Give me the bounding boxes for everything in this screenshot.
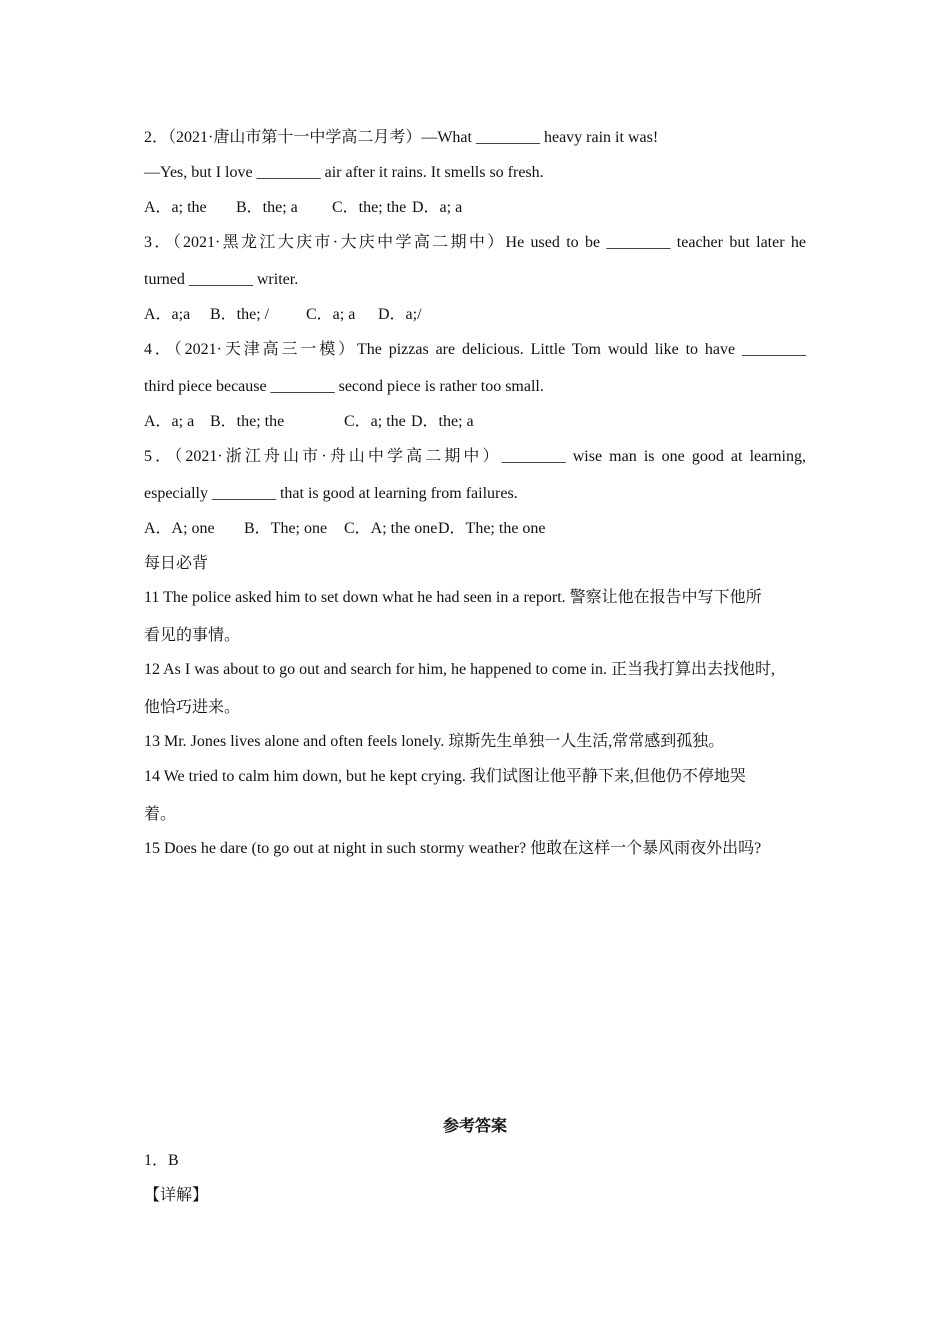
option-a: A．a; a <box>144 413 195 430</box>
question-2-stem-cont: —Yes, but I love ________ air after it rains. It smells so fresh. <box>144 164 544 181</box>
sentence-11: 11 The police asked him to set down what he had seen in a report. 警察让他在报告中写下他所 <box>144 589 762 606</box>
question-4-stem-cont: third piece because ________ second piece is rather too small. <box>144 378 544 395</box>
sentence-12-cont: 他恰巧进来。 <box>144 699 241 716</box>
option-d: D．The; the one <box>438 520 546 537</box>
question-5-stem-cont: especially ________ that is good at learning from failures. <box>144 485 518 502</box>
answer-detail-label: 【详解】 <box>144 1187 209 1204</box>
question-3-options <box>144 305 422 325</box>
option-a: A．a;a <box>144 306 191 323</box>
answer-1: 1．B <box>144 1152 179 1169</box>
answers-heading: 参考答案 <box>442 1118 507 1135</box>
sentence-13: 13 Mr. Jones lives alone and often feels lonely. 琼斯先生单独一人生活,常常感到孤独。 <box>144 733 725 750</box>
option-b: B．the; a <box>236 199 298 216</box>
question-3-stem: 3．（2021·黑龙江大庆市·大庆中学高二期中）He used to be ________ teacher but later he <box>144 234 806 251</box>
option-b: B．the; the <box>210 413 285 430</box>
question-5-options <box>144 519 546 539</box>
question-5-stem: 5．（2021·浙江舟山市·舟山中学高二期中）________ wise man is one good at learning, <box>144 448 806 465</box>
sentence-12: 12 As I was about to go out and search for him, he happened to come in. 正当我打算出去找他时, <box>144 661 776 678</box>
sentence-14: 14 We tried to calm him down, but he kept crying. 我们试图让他平静下来,但他仍不停地哭 <box>144 768 746 785</box>
question-2-options <box>144 198 462 218</box>
question-4-stem: 4．（2021·天津高三一模）The pizzas are delicious. Little Tom would like to have ________ <box>144 341 806 358</box>
option-d: D．a; a <box>412 199 463 216</box>
option-d: D．the; a <box>411 413 474 430</box>
option-a: A．a; the <box>144 199 207 216</box>
question-4-options <box>144 412 474 432</box>
daily-heading: 每日必背 <box>144 555 209 572</box>
option-a: A．A; one <box>144 520 215 537</box>
sentence-11-cont: 看见的事情。 <box>144 627 241 644</box>
sentence-15: 15 Does he dare (to go out at night in such stormy weather? 他敢在这样一个暴风雨夜外出吗? <box>144 840 762 857</box>
sentence-14-cont: 着。 <box>144 806 177 823</box>
option-b: B．The; one <box>244 520 328 537</box>
option-c: C．a; the <box>344 413 406 430</box>
option-d: D．a;/ <box>378 306 422 323</box>
option-b: B．the; / <box>210 306 270 323</box>
question-2-stem: 2．（2021·唐山市第十一中学高二月考）—What ________ heavy rain it was! <box>144 129 659 146</box>
option-c: C．the; the <box>332 199 407 216</box>
option-c: C．a; a <box>306 306 356 323</box>
question-3-stem-cont: turned ________ writer. <box>144 271 299 288</box>
option-c: C．A; the one <box>344 520 438 537</box>
